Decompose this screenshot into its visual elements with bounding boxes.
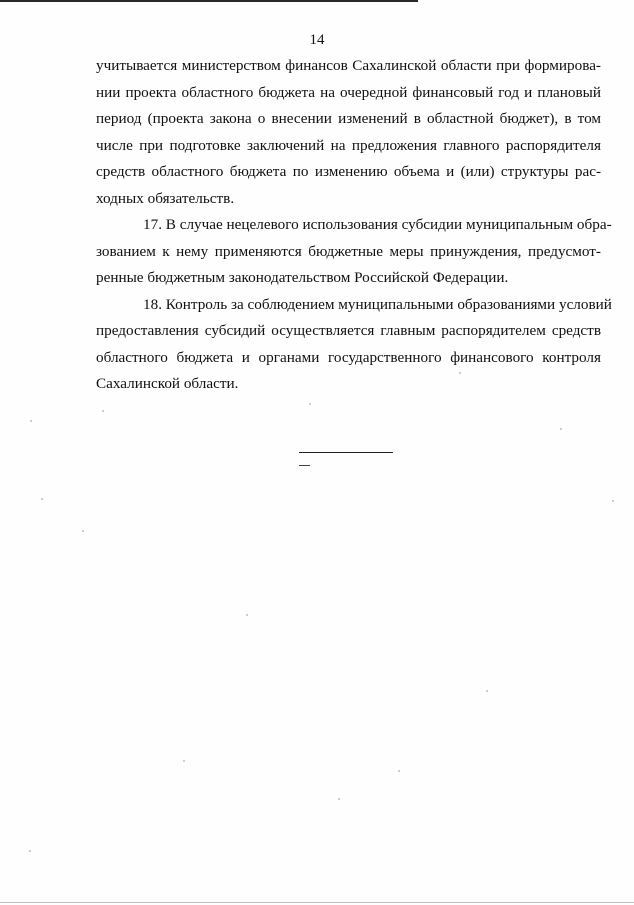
scan-speck	[459, 372, 461, 374]
scan-speck	[338, 798, 340, 800]
paragraph-18	[96, 292, 612, 398]
paragraph-continuation	[96, 53, 601, 212]
scan-speck	[102, 410, 104, 412]
scan-bottom-edge	[0, 902, 634, 903]
text-line: зованием к нему применяются бюджетные меры принуждения, предусмот-	[96, 242, 601, 260]
paragraph-17	[96, 212, 612, 292]
scan-speck	[612, 500, 614, 502]
end-of-text-rule	[299, 452, 393, 453]
scan-speck	[82, 530, 84, 532]
scan-speck	[309, 403, 311, 405]
scan-speck	[41, 498, 43, 500]
document-body	[96, 53, 612, 398]
scan-speck	[246, 614, 248, 616]
text-line: ренные бюджетным законодательством Российской Федерации.	[96, 269, 509, 286]
scan-speck	[486, 690, 488, 692]
text-line: 17. В случае нецелевого использования субсидии муниципальным обра-	[143, 216, 612, 233]
scan-speck	[560, 428, 562, 430]
text-line: числе при подготовке заключений на предложения главного распорядителя	[96, 136, 601, 154]
text-line: ходных обязательств.	[96, 189, 235, 207]
text-line: 18. Контроль за соблюдением муниципальными образованиями условий	[143, 295, 612, 313]
text-line: период (проекта закона о внесении изменений в областной бюджет), в том	[96, 110, 601, 127]
scan-top-edge	[0, 0, 418, 2]
text-line: областного бюджета и органами государственного финансового контроля	[96, 348, 601, 366]
text-line: нии проекта областного бюджета на очередной финансовый год и плановый	[96, 83, 601, 101]
scan-speck	[183, 760, 185, 762]
scan-speck	[29, 850, 31, 852]
text-line: учитывается министерством финансов Сахалинской области при формирова-	[96, 57, 601, 74]
page-number: 14	[309, 32, 325, 48]
text-line: предоставления субсидий осуществляется главным распорядителем средств	[96, 322, 601, 339]
scan-speck	[30, 420, 32, 422]
text-line: средств областного бюджета по изменению объема и (или) структуры рас-	[96, 163, 601, 180]
scan-speck	[398, 770, 400, 772]
end-of-text-mark	[299, 465, 310, 466]
text-line: Сахалинской области.	[96, 375, 239, 392]
